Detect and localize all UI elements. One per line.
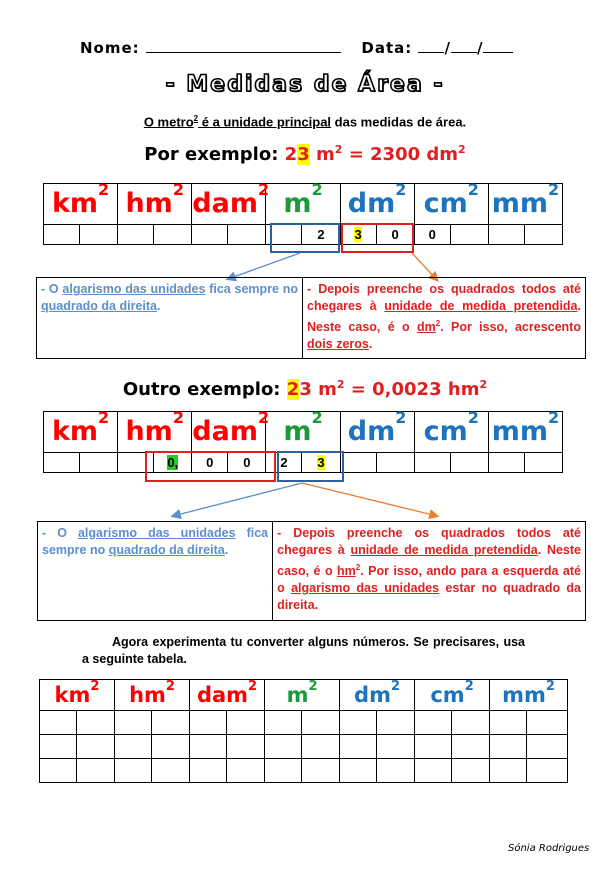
unit-header-hm: $hm^2$ bbox=[118, 412, 192, 453]
unit-header-dm: $dm^2$ bbox=[340, 412, 414, 453]
practice-cell[interactable] bbox=[490, 759, 527, 783]
practice-cell[interactable] bbox=[77, 711, 115, 735]
explanation-right-2: - Depois preenche os quadrados todos até chegares à unidade de medida pretendida. Neste caso, é o $hm^2$. Por isso, ando para a esquerda até o algarismo das unidades estar no quadrado da direita. bbox=[277, 526, 582, 613]
digit-cell[interactable]: 3 bbox=[340, 225, 376, 245]
digit-cell[interactable] bbox=[450, 453, 488, 473]
practice-instructions: Agora experimenta tu converter alguns números. Se precisares, usa a seguinte tabela. bbox=[82, 635, 525, 666]
arrow-orange-2 bbox=[302, 483, 437, 516]
unit-header-km: $km^2$ bbox=[40, 680, 115, 711]
practice-row-1 bbox=[40, 711, 568, 735]
unit-header-hm: $hm^2$ bbox=[118, 184, 192, 225]
example-1: Por exemplo: 23 $m^2 = 2300$ $dm^2$ bbox=[144, 143, 466, 165]
practice-cell[interactable] bbox=[340, 735, 377, 759]
digit-cell[interactable]: 2 bbox=[266, 453, 302, 473]
practice-cell[interactable] bbox=[452, 759, 490, 783]
explanation-left: - O algarismo das unidades fica sempre no quadrado da direita. bbox=[37, 278, 303, 358]
digit-cell[interactable] bbox=[80, 453, 118, 473]
explanation-box-1 bbox=[36, 277, 586, 359]
practice-cell[interactable] bbox=[190, 711, 227, 735]
practice-cell[interactable] bbox=[490, 711, 527, 735]
practice-cell[interactable] bbox=[115, 735, 152, 759]
example-2: Outro exemplo: 23 $m^2 = 0,0023$ $hm^2$ bbox=[122, 378, 488, 400]
explanation-box-2 bbox=[37, 521, 586, 621]
practice-cell[interactable] bbox=[227, 711, 265, 735]
explanation-right: - Depois preenche os quadrados todos até chegares à unidade de medida pretendida. Neste caso, é o $dm^2$. Por isso, acrescento dois zeros. bbox=[307, 282, 581, 352]
page-title: - Medidas de Área - bbox=[165, 72, 445, 97]
author-signature: Sónia Rodrigues bbox=[508, 843, 590, 854]
unit-header-cm: $cm^2$ bbox=[414, 184, 488, 225]
practice-cell[interactable] bbox=[527, 735, 568, 759]
unit-header-m: $m^2$ bbox=[266, 184, 340, 225]
practice-cell[interactable] bbox=[415, 735, 452, 759]
practice-cell[interactable] bbox=[452, 711, 490, 735]
unit-header-km: $km^2$ bbox=[44, 412, 118, 453]
digit-cell[interactable]: 0 bbox=[414, 225, 450, 245]
practice-cell[interactable] bbox=[302, 735, 340, 759]
digit-cell[interactable] bbox=[376, 453, 414, 473]
arrow-blue bbox=[228, 253, 300, 279]
unit-table-practice bbox=[39, 679, 568, 783]
practice-cell[interactable] bbox=[227, 759, 265, 783]
practice-cell[interactable] bbox=[340, 711, 377, 735]
digit-cell[interactable] bbox=[340, 453, 376, 473]
unit-header-cm: $cm^2$ bbox=[414, 412, 488, 453]
added-zeros-box-2 bbox=[145, 451, 276, 482]
practice-cell[interactable] bbox=[190, 759, 227, 783]
unit-header-row bbox=[40, 680, 568, 711]
practice-cell[interactable] bbox=[302, 711, 340, 735]
practice-cell[interactable] bbox=[152, 711, 190, 735]
digit-cell[interactable] bbox=[414, 453, 450, 473]
digit-cell[interactable]: 0 bbox=[192, 453, 228, 473]
unit-header-dm: $dm^2$ bbox=[340, 184, 414, 225]
unit-header-dam: dam$^2$ bbox=[192, 184, 266, 225]
practice-cell[interactable] bbox=[115, 759, 152, 783]
name-label: Nome: bbox=[80, 39, 140, 57]
unit-header-km: $km^2$ bbox=[44, 184, 118, 225]
unit-header-dm: $dm^2$ bbox=[340, 680, 415, 711]
unit-header-mm: $mm^2$ bbox=[488, 184, 562, 225]
unit-header-mm: $mm^2$ bbox=[490, 680, 568, 711]
practice-row-2 bbox=[40, 735, 568, 759]
practice-cell[interactable] bbox=[415, 759, 452, 783]
practice-cell[interactable] bbox=[265, 759, 302, 783]
practice-cell[interactable] bbox=[152, 735, 190, 759]
practice-cell[interactable] bbox=[302, 759, 340, 783]
practice-cell[interactable] bbox=[527, 711, 568, 735]
practice-cell[interactable] bbox=[77, 735, 115, 759]
digit-cell[interactable]: 2 bbox=[302, 225, 340, 245]
practice-cell[interactable] bbox=[40, 759, 77, 783]
practice-cell[interactable] bbox=[152, 759, 190, 783]
intro-sentence: O metro$^2$ é a unidade principal das medidas de área. bbox=[143, 114, 467, 130]
digit-cell[interactable] bbox=[488, 453, 524, 473]
practice-cell[interactable] bbox=[415, 711, 452, 735]
digit-cell[interactable]: 0 bbox=[376, 225, 414, 245]
practice-cell[interactable] bbox=[77, 759, 115, 783]
digit-cell[interactable] bbox=[524, 453, 562, 473]
practice-row-3 bbox=[40, 759, 568, 783]
header-row: Nome: Data: / / bbox=[80, 38, 520, 57]
practice-cell[interactable] bbox=[227, 735, 265, 759]
practice-cell[interactable] bbox=[40, 735, 77, 759]
practice-cell[interactable] bbox=[377, 759, 415, 783]
practice-cell[interactable] bbox=[190, 735, 227, 759]
unit-header-m: $m^2$ bbox=[265, 680, 340, 711]
unit-header-mm: $mm^2$ bbox=[488, 412, 562, 453]
unit-header-row bbox=[44, 412, 563, 453]
unit-header-hm: $hm^2$ bbox=[115, 680, 190, 711]
arrow-blue-2 bbox=[173, 483, 302, 516]
unit-header-dam: dam$^2$ bbox=[192, 412, 266, 453]
unit-header-dam: dam$^2$ bbox=[190, 680, 265, 711]
unit-header-cm: $cm^2$ bbox=[415, 680, 490, 711]
digit-cell[interactable]: 0, bbox=[154, 453, 192, 473]
practice-cell[interactable] bbox=[115, 711, 152, 735]
practice-cell[interactable] bbox=[265, 711, 302, 735]
units-digit-box-2 bbox=[277, 451, 344, 482]
practice-cell[interactable] bbox=[377, 735, 415, 759]
practice-cell[interactable] bbox=[40, 711, 77, 735]
practice-cell[interactable] bbox=[452, 735, 490, 759]
digit-cell[interactable]: 0 bbox=[228, 453, 266, 473]
unit-header-m: $m^2$ bbox=[266, 412, 340, 453]
explanation-left-2: - O algarismo das unidades fica sempre no quadrado da direita. bbox=[38, 522, 273, 620]
arrow-orange bbox=[412, 253, 437, 280]
digit-cell[interactable]: 3 bbox=[302, 453, 340, 473]
practice-cell[interactable] bbox=[265, 735, 302, 759]
practice-cell[interactable] bbox=[490, 735, 527, 759]
practice-cell[interactable] bbox=[527, 759, 568, 783]
practice-cell[interactable] bbox=[340, 759, 377, 783]
digit-cell[interactable] bbox=[44, 453, 80, 473]
date-label: Data: bbox=[361, 39, 413, 57]
practice-cell[interactable] bbox=[377, 711, 415, 735]
